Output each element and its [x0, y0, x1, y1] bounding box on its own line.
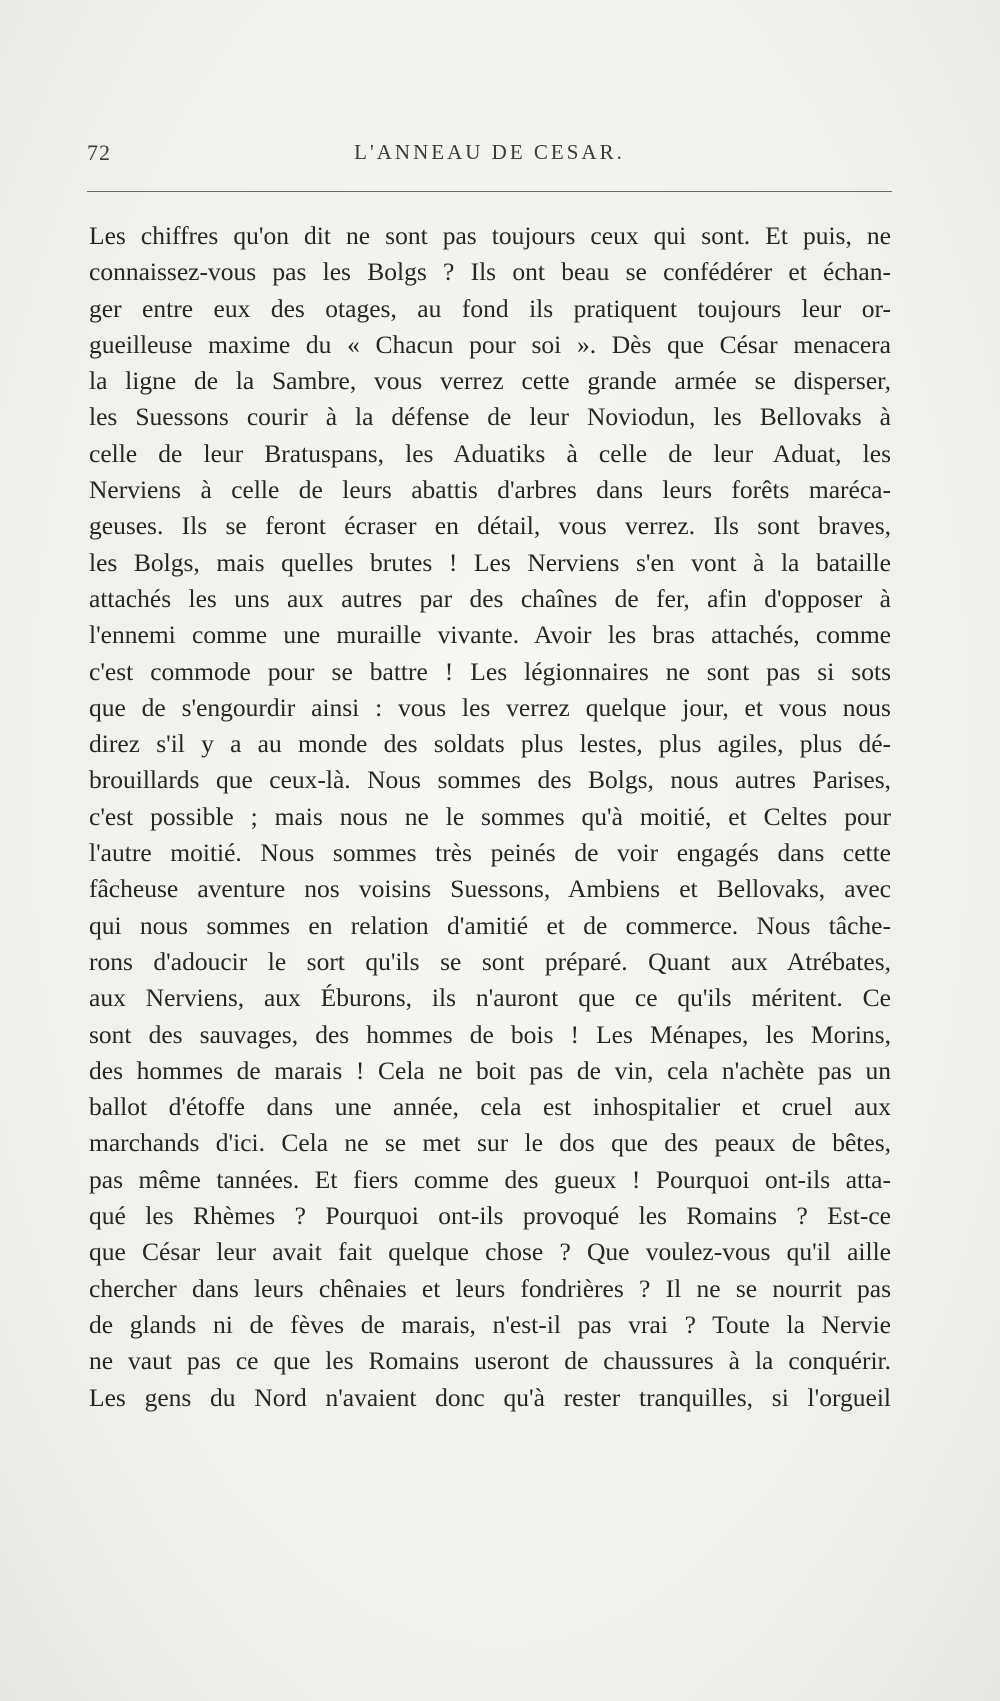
- running-title: L'ANNEAU DE CESAR.: [354, 140, 625, 164]
- text-line: qui nous sommes en relation d'amitié et de commerce. Nous tâche-: [89, 910, 891, 940]
- body-text: [89, 218, 891, 1416]
- text-line: geuses. Ils se feront écraser en détail, vous verrez. Ils sont braves,: [89, 511, 891, 541]
- text-line: que César leur avait fait quelque chose ? Que voulez-vous qu'il aille: [89, 1237, 891, 1267]
- text-line: fâcheuse aventure nos voisins Suessons, Ambiens et Bellovaks, avec: [89, 874, 891, 904]
- text-line: rons d'adoucir le sort qu'ils se sont préparé. Quant aux Atrébates,: [89, 946, 891, 976]
- text-line: brouillards que ceux-là. Nous sommes des Bolgs, nous autres Parises,: [89, 765, 891, 795]
- text-line: c'est commode pour se battre ! Les légionnaires ne sont pas si sots: [89, 656, 891, 686]
- text-line: attachés les uns aux autres par des chaînes de fer, afin d'opposer à: [89, 583, 891, 613]
- text-line: que de s'engourdir ainsi : vous les verrez quelque jour, et vous nous: [89, 692, 891, 722]
- text-line: ger entre eux des otages, au fond ils pratiquent toujours leur or-: [89, 293, 891, 323]
- text-line: Nerviens à celle de leurs abattis d'arbres dans leurs forêts maréca-: [89, 475, 891, 505]
- text-line: l'ennemi comme une muraille vivante. Avoir les bras attachés, comme: [89, 620, 891, 650]
- text-line: marchands d'ici. Cela ne se met sur le dos que des peaux de bêtes,: [89, 1128, 891, 1158]
- text-line: pas même tannées. Et fiers comme des gueux ! Pourquoi ont-ils atta-: [89, 1164, 891, 1194]
- page-number: 72: [87, 140, 111, 165]
- text-line: connaissez-vous pas les Bolgs ? Ils ont beau se confédérer et échan-: [89, 257, 891, 287]
- text-line: ballot d'étoffe dans une année, cela est inhospitalier et cruel aux: [89, 1092, 891, 1122]
- text-line: la ligne de la Sambre, vous verrez cette grande armée se disperser,: [89, 366, 891, 396]
- text-line: de glands ni de fèves de marais, n'est-il pas vrai ? Toute la Nervie: [89, 1309, 891, 1339]
- text-line: direz s'il y a au monde des soldats plus lestes, plus agiles, plus dé-: [89, 729, 891, 759]
- header-rule: [87, 191, 892, 192]
- text-line: Les gens du Nord n'avaient donc qu'à rester tranquilles, si l'orgueil: [89, 1382, 891, 1412]
- text-line: qué les Rhèmes ? Pourquoi ont-ils provoqué les Romains ? Est-ce: [89, 1201, 891, 1231]
- running-head: [87, 140, 892, 174]
- text-line: les Suessons courir à la défense de leur Noviodun, les Bellovaks à: [89, 402, 891, 432]
- text-line: ne vaut pas ce que les Romains useront de chaussures à la conquérir.: [89, 1346, 891, 1376]
- text-line: c'est possible ; mais nous ne le sommes qu'à moitié, et Celtes pour: [89, 801, 891, 831]
- text-line: aux Nerviens, aux Éburons, ils n'auront que ce qu'ils méritent. Ce: [89, 983, 891, 1013]
- text-line: Les chiffres qu'on dit ne sont pas toujours ceux qui sont. Et puis, ne: [89, 221, 891, 250]
- text-line: gueilleuse maxime du « Chacun pour soi ». Dès que César menacera: [89, 329, 891, 359]
- text-line: les Bolgs, mais quelles brutes ! Les Nerviens s'en vont à la bataille: [89, 547, 891, 577]
- text-line: sont des sauvages, des hommes de bois ! Les Ménapes, les Morins,: [89, 1019, 891, 1049]
- text-line: l'autre moitié. Nous sommes très peinés de voir engagés dans cette: [89, 838, 891, 868]
- text-line: chercher dans leurs chênaies et leurs fondrières ? Il ne se nourrit pas: [89, 1273, 891, 1303]
- text-line: des hommes de marais ! Cela ne boit pas de vin, cela n'achète pas un: [89, 1055, 891, 1085]
- text-line: celle de leur Bratuspans, les Aduatiks à celle de leur Aduat, les: [89, 438, 891, 468]
